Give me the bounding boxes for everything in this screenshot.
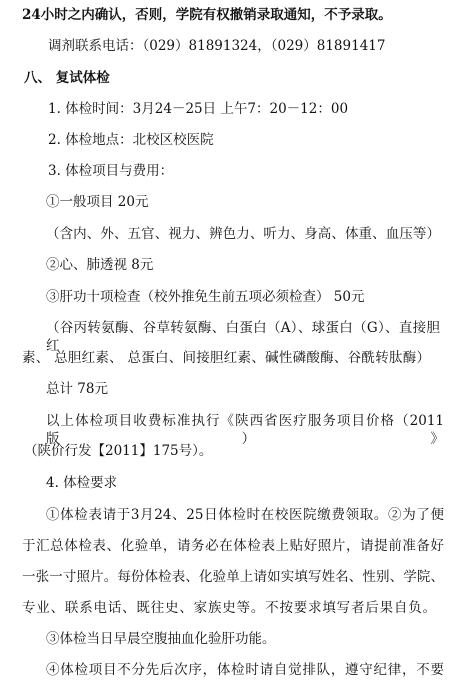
exam-items-and-fees-heading: 3. 体检项目与费用： bbox=[48, 163, 174, 179]
fee-standard-document-number: （陕价行发【2011】175号）。 bbox=[24, 443, 213, 459]
section-heading-retest-physical-exam: 八、 复试体检 bbox=[24, 70, 110, 86]
fee-standard-note: 以上体检项目收费标准执行《陕西省医疗服务项目价格（2011版）》 bbox=[46, 413, 444, 447]
liver-test-list-line-2: 素、 总胆红素、 总蛋白、间接胆红素、碱性磷酸酶、谷酰转肽酶） bbox=[22, 350, 430, 366]
exam-time: 1. 体检时间：3月24－25日 上午7：20－12：00 bbox=[48, 101, 349, 117]
requirement-form-fields-end: 专业、联系电话、既往史、家族史等。不按要求填写者后果自负。 bbox=[22, 600, 436, 616]
requirement-2-continued: 于汇总体检表、化验单，请务必在体检表上贴好照片，请提前准备好 bbox=[22, 538, 444, 554]
liver-test-list-line-1: （谷丙转氨酶、谷草转氨酶、白蛋白（A）、球蛋白（G）、直接胆红 bbox=[46, 320, 440, 354]
item-chest-xray: ②心、肺透视 8元 bbox=[46, 257, 154, 273]
confirmation-deadline-notice: 24小时之内确认，否则，学院有权撤销录取通知，不予录取。 bbox=[22, 7, 392, 23]
requirement-form-fields: 一张一寸照片。每份体检表、化验单上请如实填写姓名、性别、学院、 bbox=[22, 569, 444, 585]
total-fee: 总计 78元 bbox=[46, 381, 108, 397]
requirement-4-queue-discipline: ④体检项目不分先后次序，体检时请自觉排队，遵守纪律，不要 bbox=[46, 662, 444, 678]
exam-location: 2. 体检地点：北校区校医院 bbox=[48, 132, 214, 148]
item-liver-function-tests: ③肝功十项检查（校外推免生前五项必须检查） 50元 bbox=[46, 289, 365, 305]
requirement-1-and-2-start: ①体检表请于3月24、25日体检时在校医院缴费领取。②为了便 bbox=[46, 507, 444, 523]
exam-requirements-heading: 4. 体检要求 bbox=[46, 475, 118, 491]
general-exam-details: （含内、外、五官、视力、辨色力、听力、身高、体重、血压等） bbox=[46, 226, 440, 242]
transfer-contact-phone: 调剂联系电话：（029）81891324，（029）81891417 bbox=[48, 38, 386, 54]
requirement-3-fasting-blood-test: ③体检当日早晨空腹抽血化验肝功能。 bbox=[46, 631, 276, 647]
item-general-exam: ①一般项目 20元 bbox=[46, 194, 149, 210]
